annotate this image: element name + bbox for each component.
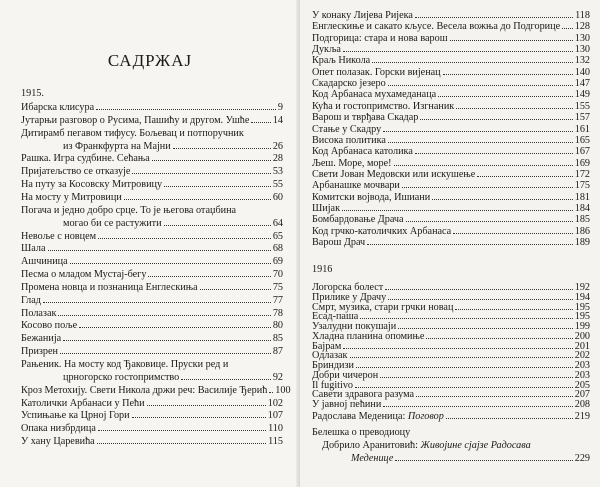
toc-entry-page: 155: [574, 100, 590, 112]
toc-entry-text: Рашка. Игра судбине. Сећања: [21, 153, 150, 165]
toc-entry: [21, 333, 283, 344]
toc-entry-page: 100: [275, 384, 291, 396]
toc-entry-text: Смрт, музика, стари грчки новац: [312, 301, 454, 313]
toc-entry-text: Глад: [21, 294, 41, 306]
toc-entry-page: 68: [272, 243, 283, 255]
toc-entry-text: Код Арбанаса мухамеданаца: [312, 89, 437, 101]
toc-entry-text: Бриндизи: [312, 360, 354, 371]
toc-entry-text: Свети Јован Медовски или искушење: [312, 168, 476, 180]
toc-entry-text: Код грчко-католичких Арбанаса: [312, 225, 452, 237]
toc-entry: [21, 436, 283, 447]
toc-entry-page: 102: [267, 397, 283, 409]
toc-entry-text: Прилике у Драчу: [312, 291, 387, 303]
toc-entry-text: На путу за Косовску Митровицу: [21, 179, 163, 191]
toc-entry-text: Дитирамб пегавом тифусу. Бољевац и потпоручник: [21, 127, 244, 139]
toc-entry: [21, 320, 283, 331]
toc-entry-text: Полазак: [21, 307, 57, 319]
toc-entry-text: Шала: [21, 243, 46, 255]
afterword-title: Поговор: [407, 411, 444, 422]
toc-entry-text: Успињање ка Црној Гори: [21, 410, 130, 422]
toc-entry-page: 78: [272, 307, 283, 319]
toc-entry: [21, 179, 283, 190]
translator-note-heading: Белешка о преводиоцу: [312, 427, 411, 438]
toc-entry-text: У конаку Лијева Ријека: [312, 10, 413, 21]
toc-entry: [312, 33, 590, 44]
toc-entry-page: 205: [574, 379, 590, 391]
toc-entry-page: 28: [272, 153, 283, 165]
toc-entry: [312, 55, 590, 66]
toc-entry-page: 77: [272, 294, 283, 306]
toc-entry-page: 169: [574, 157, 590, 169]
toc-entry-page: 65: [272, 230, 283, 242]
toc-entry-text: Ашчиница: [21, 256, 68, 268]
toc-entry-text: Логорска болест: [312, 282, 384, 293]
toc-entry: [21, 269, 283, 280]
toc-entry-continuation: могао би се растужити: [63, 217, 162, 229]
toc-entry-page: 87: [272, 346, 283, 358]
toc-entry-text: Ибарска клисура: [21, 102, 95, 113]
toc-entry-text: Дукља: [312, 44, 341, 56]
toc-entry-page: 192: [574, 282, 590, 293]
toc-entry-page: 202: [574, 350, 590, 362]
toc-entry-text: Католички Арбанаси у Пећи: [21, 397, 145, 409]
toc-entry-text: Бомбардовање Драча: [312, 214, 404, 226]
toc-entry: [312, 180, 590, 191]
toc-entry-page: 55: [272, 179, 283, 191]
toc-entry-text: Шијак: [312, 202, 341, 214]
toc-entry: [63, 372, 283, 383]
toc-entry-text: Подгорица: стара и нова варош: [312, 32, 448, 44]
toc-entry: [312, 112, 590, 123]
toc-entry: [21, 256, 283, 267]
toc-entry: [63, 141, 283, 152]
toc-entry-text: Опет полазак. Горски вијенац: [312, 66, 441, 78]
toc-entry-text: Стање у Скадру: [312, 123, 382, 135]
toc-entry: [312, 192, 590, 203]
toc-entry: [312, 146, 590, 157]
toc-entry-page: 107: [267, 410, 283, 422]
toc-entry: [312, 203, 590, 214]
toc-entry: [63, 218, 283, 229]
toc-entry-page: 26: [272, 140, 283, 152]
year-heading-1916: 1916: [312, 264, 333, 275]
toc-entry: [21, 346, 283, 357]
toc-entry-text: Енглескиње и сакато кљусе. Весела вожња до Подгорице: [312, 21, 561, 33]
toc-entry-page: 181: [574, 191, 590, 203]
toc-entry-text: Песма о младом Мустај-бегу: [21, 269, 147, 281]
toc-entry-page: 110: [268, 423, 283, 435]
toc-entry: [312, 158, 590, 169]
toc-entry: [21, 295, 283, 306]
toc-entry-text: Добри чичерон: [312, 369, 379, 381]
toc-entry: [312, 214, 590, 225]
toc-entry-page: 92: [272, 371, 283, 383]
toc-entry: [312, 44, 590, 55]
toc-entry-page: 115: [268, 436, 283, 448]
toc-entry-page: 165: [574, 134, 590, 146]
toc-entry-page: 208: [574, 399, 590, 410]
toc-entry-page: 175: [574, 180, 590, 192]
toc-entry-page: 172: [574, 168, 590, 180]
toc-entry-page: 195: [574, 301, 590, 313]
toc-entry-text: Комитски војвода, Ишиани: [312, 191, 431, 203]
toc-entry-text: Il fugitivo: [312, 379, 354, 391]
afterword-entry: [312, 411, 590, 422]
toc-entry-page: 184: [574, 202, 590, 214]
toc-entry-page: 130: [574, 32, 590, 44]
toc-entry-text: Код Арбанаса католика: [312, 146, 413, 158]
toc-entry-text: Опака низбрдица: [21, 423, 96, 435]
toc-entry-text: У јавној пећини: [312, 399, 382, 410]
right-page: [300, 0, 600, 487]
toc-entry-text: Кућа и гостопримство. Изгнаник: [312, 100, 455, 112]
toc-entry-text: Варош и тврђава Скадар: [312, 112, 419, 124]
toc-entry: [312, 89, 590, 100]
toc-entry-continuation: црногорско гостопримство: [63, 371, 180, 383]
toc-entry: [312, 21, 590, 32]
toc-entry: [21, 166, 283, 177]
toc-entry-page: 118: [575, 10, 590, 21]
toc-entry-text: Пријатељство се отказује: [21, 166, 131, 178]
afterword-page: 219: [574, 411, 590, 422]
toc-entry-text: Кроз Метохију. Свети Никола држи реч: Василије Ђерић: [21, 384, 268, 396]
toc-entry-page: 9: [277, 102, 283, 113]
toc-entry: [21, 153, 283, 164]
toc-entry-text: Косово поље: [21, 320, 78, 332]
toc-entry-text: Погача и једно добро срце. То је његова отаџбина: [21, 204, 237, 216]
toc-entry: [312, 78, 590, 89]
toc-entry-text: Јутарњи разговор о Русима, Пашићу и другом. Ушће: [21, 114, 250, 126]
toc-entry-page: 140: [574, 66, 590, 78]
toc-entry: [312, 101, 590, 112]
toc-entry-text: Варош Драч: [312, 237, 366, 248]
toc-entry-continuation: из Франкфурта на Мајни: [63, 140, 171, 152]
toc-entry-page: 167: [574, 146, 590, 158]
afterword-author: Радослава Меденица:: [312, 411, 406, 422]
toc-entry: [312, 67, 590, 78]
toc-entry-text: Савети здравога разума: [312, 389, 415, 401]
toc-entry-page: 64: [272, 217, 283, 229]
toc-entry-text: Рањеник. На мосту код Ђаковице. Пруски ред и: [21, 359, 229, 370]
translator-note-line1: Добрило Аранитовић: Живојине сјајзе Радосава: [322, 440, 531, 451]
toc-entry-page: 53: [272, 166, 283, 178]
toc-entry-text: Љеш. Море, море!: [312, 157, 392, 169]
toc-entry: [21, 308, 283, 319]
toc-entry-text: Краљ Никола: [312, 55, 371, 67]
toc-entry: [312, 10, 590, 21]
toc-entry-page: 157: [574, 112, 590, 124]
toc-entry-text: На мосту у Митровици: [21, 191, 122, 203]
toc-entry: [312, 124, 590, 135]
toc-entry-text: Узалудни покушаји: [312, 321, 397, 332]
toc-entry-text: Висока политика: [312, 134, 386, 146]
toc-entry-page: 130: [574, 44, 590, 56]
toc-entry-text: У хану Царевића: [21, 436, 95, 448]
toc-entry-page: 132: [574, 55, 590, 67]
toc-entry: [21, 243, 283, 254]
toc-entry-text: Скадарско језеро: [312, 78, 386, 90]
toc-entry: [312, 135, 590, 146]
toc-entry-page: 186: [574, 225, 590, 237]
toc-entry-page: 189: [574, 237, 590, 248]
toc-entry-page: 14: [272, 114, 283, 126]
toc-entry-page: 69: [272, 256, 283, 268]
toc-entry-page: 149: [574, 89, 590, 101]
toc-entry: [312, 226, 590, 237]
toc-entry: [312, 169, 590, 180]
toc-entry-text: Невоље с новцем: [21, 230, 97, 242]
toc-entry-page: 195: [574, 311, 590, 323]
toc-entry-text: Есад-паша: [312, 311, 359, 323]
toc-entry-text: Призрен: [21, 346, 58, 358]
toc-entry: [21, 192, 283, 203]
toc-entry-page: 201: [574, 340, 590, 352]
toc-entry-page: 161: [574, 123, 590, 135]
translator-note-line2: Меденице 229: [351, 453, 590, 464]
toc-entry-page: 60: [272, 191, 283, 203]
toc-entry-page: 203: [574, 360, 590, 371]
toc-entry-page: 207: [574, 389, 590, 401]
toc-entry-text: Хладна планина опомиње: [312, 330, 425, 342]
toc-entry-text: Бежанија: [21, 333, 62, 345]
toc-entry-page: 75: [272, 281, 283, 293]
toc-entry-text: Одлазак: [312, 350, 348, 362]
toc-entry: [21, 423, 283, 434]
toc-entry-page: 200: [574, 330, 590, 342]
toc-entry-text: Промена новца и познаница Енглескиња: [21, 281, 198, 293]
toc-entry-text: Бајрам: [312, 340, 342, 352]
toc-entry-page: 85: [272, 333, 283, 345]
toc-entry-page: 70: [272, 269, 283, 281]
toc-entry-page: 199: [574, 321, 590, 332]
toc-entry: [21, 282, 283, 293]
contents-title: САДРЖАЈ: [107, 51, 193, 70]
year-heading-1915: 1915.: [21, 88, 44, 99]
toc-entry-page: 203: [574, 369, 590, 381]
toc-entry-page: 80: [272, 320, 283, 332]
toc-entry: [312, 237, 590, 248]
toc-entry: [21, 410, 283, 421]
toc-entry-page: 194: [574, 291, 590, 303]
toc-entry: [21, 231, 283, 242]
toc-entry-page: 147: [574, 78, 590, 90]
toc-entry: [21, 398, 283, 409]
toc-entry-page: 185: [574, 214, 590, 226]
toc-entry: [312, 399, 590, 410]
toc-entry: [21, 102, 283, 113]
toc-entry-page: 128: [574, 21, 590, 33]
toc-entry: [21, 115, 283, 126]
toc-entry: [21, 384, 291, 396]
toc-entry-text: Арбанашке мочвари: [312, 180, 400, 192]
